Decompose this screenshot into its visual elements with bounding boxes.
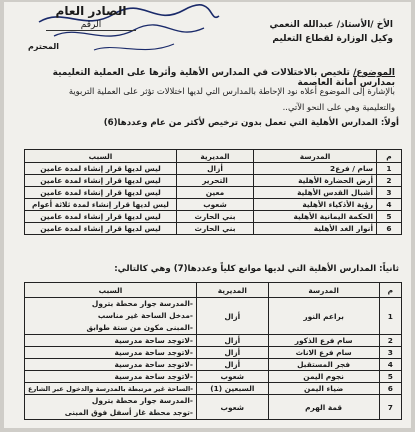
row-num: 3 xyxy=(377,187,402,199)
row-district: أزال xyxy=(196,335,268,347)
row-reason: ليس لديها قرار إنشاء لمدة عامين xyxy=(25,211,177,223)
row-num: 2 xyxy=(379,335,401,347)
row-school: سام فرع الاناث xyxy=(268,347,379,359)
barrier-schools-table xyxy=(24,282,402,420)
col-header-reason: السبب xyxy=(25,283,197,298)
row-school: سام / فرع2 xyxy=(254,163,377,175)
reason-line: -مدخل الساحة غير مناسب xyxy=(97,311,193,320)
table-row xyxy=(25,347,402,359)
row-school: قمة الهرم xyxy=(268,395,379,420)
col-header-num: م xyxy=(379,283,401,298)
row-reason: ليس لديها قرار إنشاء لمدة عامين xyxy=(25,187,177,199)
row-school: فجر المستقبل xyxy=(268,359,379,371)
row-num: 6 xyxy=(377,223,402,235)
row-reason: -لاتوجد ساحة مدرسية xyxy=(25,347,197,359)
row-district: التحرير xyxy=(177,175,254,187)
reason-line: -المدرسة جوار محطة بترول xyxy=(91,396,193,405)
table-row xyxy=(25,359,402,371)
table-row xyxy=(25,163,402,175)
col-header-num: م xyxy=(377,150,402,163)
row-reason xyxy=(25,298,197,335)
row-district: أزال xyxy=(196,347,268,359)
subject-label: الموضوع/ xyxy=(353,68,395,78)
row-reason: ليس لديها قرار إنشاء لمدة عامين xyxy=(25,175,177,187)
row-num: 6 xyxy=(379,383,401,395)
row-num: 5 xyxy=(379,371,401,383)
row-school: أرض الحضارة الأهلية xyxy=(254,175,377,187)
row-num: 1 xyxy=(377,163,402,175)
table-row xyxy=(25,211,402,223)
row-num: 4 xyxy=(377,199,402,211)
row-reason: ليس لديها قرار إنشاء لمدة عامين xyxy=(25,163,177,175)
row-district: بني الحارث xyxy=(177,223,254,235)
outgoing-stamp xyxy=(46,4,136,31)
table-row xyxy=(25,298,402,335)
stamp-title: الصادر العام xyxy=(55,4,127,18)
row-school: أنوار الغد الأهلية xyxy=(254,223,377,235)
reason-line: -المبنى مكون من ستة طوابق xyxy=(86,323,193,332)
row-school: أشبال القدس الأهلية xyxy=(254,187,377,199)
col-header-school: المدرسة xyxy=(254,150,377,163)
row-district: أزال xyxy=(177,163,254,175)
subject-text: تلخيص بالاختلالات في المدارس الأهلية وأثرها على العملية التعليمية بمدارس أمانة العاصمة xyxy=(52,68,395,88)
table-row xyxy=(25,175,402,187)
row-num: 7 xyxy=(379,395,401,420)
row-reason: -لاتوجد ساحة مدرسية xyxy=(25,335,197,347)
row-reason xyxy=(25,395,197,420)
row-district: السبعين (1) xyxy=(196,383,268,395)
row-district: شعوب xyxy=(196,371,268,383)
row-reason: ليس لديها قرار إنشاء لمدة ثلاثة أعوام xyxy=(25,199,177,211)
table-row xyxy=(25,187,402,199)
row-school: سام فرع الذكور xyxy=(268,335,379,347)
row-district: بني الحارث xyxy=(177,211,254,223)
section2-title: ثانياً: المدارس الأهلية التي لديها موانع كلياً وعددها(7) وهي كالتالي: xyxy=(114,264,399,274)
stamp-sub: الرقم xyxy=(80,20,102,30)
row-school: براعم النور xyxy=(268,298,379,335)
intro-line-1: بالإشارة إلى الموضوع أعلاه نود الإحاطة بالمدارس التي لديها اختلالات تؤثر على العملية التربوية xyxy=(68,86,395,96)
table-header-row xyxy=(25,283,402,298)
row-reason: -لاتوجد ساحة مدرسية xyxy=(25,359,197,371)
row-district: أزال xyxy=(196,298,268,335)
recipient-name: الأخ /الأستاذ/ عبدالله النعمي xyxy=(269,20,393,30)
row-district: أزال xyxy=(196,359,268,371)
section1-title: أولاً: المدارس الأهلية التي تعمل بدون ترخيص لأكثر من عام وعددها(6) xyxy=(103,118,399,128)
table-row xyxy=(25,371,402,383)
table-row xyxy=(25,223,402,235)
row-num: 3 xyxy=(379,347,401,359)
table-row xyxy=(25,335,402,347)
row-school: نجوم اليمن xyxy=(268,371,379,383)
row-num: 4 xyxy=(379,359,401,371)
table-row xyxy=(25,395,402,420)
row-school: ضياء اليمن xyxy=(268,383,379,395)
row-reason: -الساحة غير مرتبطة بالمدرسة والدخول عبر الشارع xyxy=(25,383,197,395)
row-school: الحكمة اليمانية الأهلية xyxy=(254,211,377,223)
row-reason: ليس لديها قرار إنشاء لمدة عامين xyxy=(25,223,177,235)
unlicensed-schools-table xyxy=(24,149,402,235)
row-reason: -لاتوجد ساحة مدرسية xyxy=(25,371,197,383)
document-page xyxy=(4,2,411,428)
row-num: 5 xyxy=(377,211,402,223)
col-header-district: المديرية xyxy=(177,150,254,163)
intro-line-2: والتعليمية وهي على النحو الآتي.. xyxy=(282,102,395,112)
recipient-title: وكيل الوزارة لقطاع التعليم xyxy=(272,34,393,44)
col-header-reason: السبب xyxy=(25,150,177,163)
row-num: 2 xyxy=(377,175,402,187)
table-row xyxy=(25,199,402,211)
reason-line: -المدرسة جوار محطة بترول xyxy=(91,299,193,308)
table-header-row xyxy=(25,150,402,163)
row-district: معين xyxy=(177,187,254,199)
greeting: المحترم xyxy=(28,42,59,51)
col-header-district: المديرية xyxy=(196,283,268,298)
row-district: شعوب xyxy=(177,199,254,211)
table-row xyxy=(25,383,402,395)
reason-line: -توجد محطة غاز أسفل فوق المبنى xyxy=(64,408,193,417)
row-num: 1 xyxy=(379,298,401,335)
row-district: شعوب xyxy=(196,395,268,420)
col-header-school: المدرسة xyxy=(268,283,379,298)
row-school: رؤية الأذكياء الأهلية xyxy=(254,199,377,211)
